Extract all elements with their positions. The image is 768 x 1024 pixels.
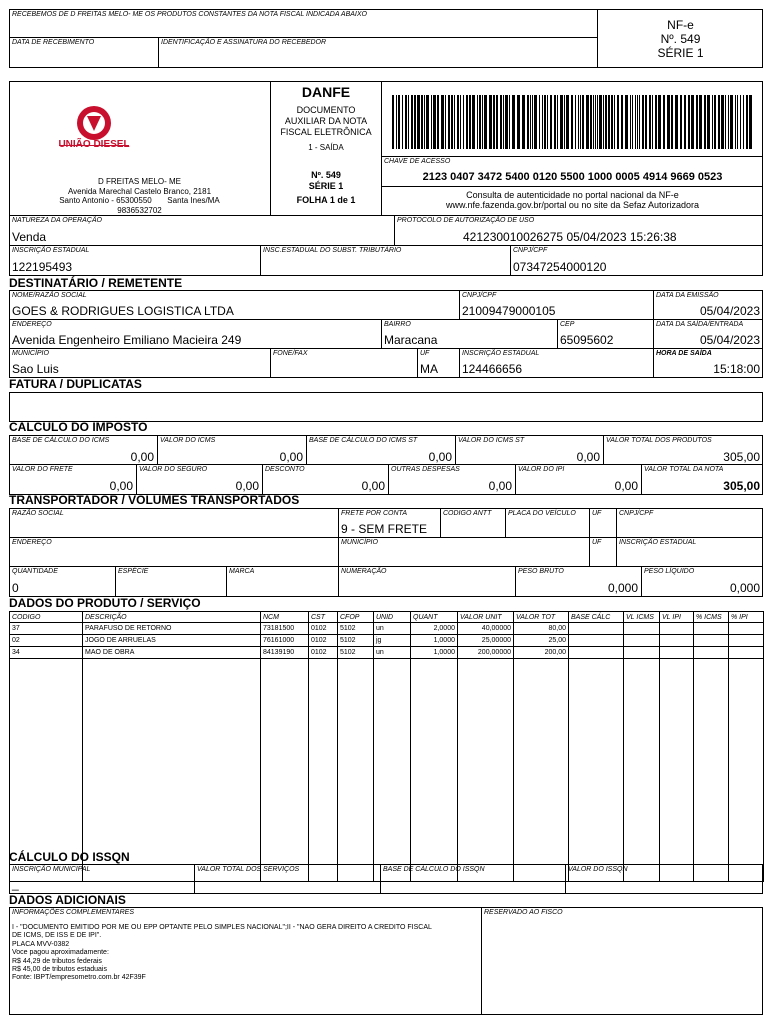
logo-icon <box>54 101 134 161</box>
table-cell: 02 <box>10 635 83 647</box>
ie-value: 122195493 <box>12 260 73 274</box>
table-row <box>10 623 764 635</box>
outras-label: OUTRAS DESPESAS <box>391 466 460 473</box>
desconto-value: 0,00 <box>361 479 385 493</box>
identificacao-label: IDENTIFICAÇÃO E ASSINATURA DO RECEBEDOR <box>161 39 327 46</box>
transp-especie-label: ESPÉCIE <box>118 568 149 575</box>
v-st-value: 0,00 <box>576 450 600 464</box>
table-cell: 5102 <box>338 623 374 635</box>
transp-frete-value: 9 - SEM FRETE <box>341 522 428 536</box>
chave-consulta <box>382 190 763 211</box>
dest-bairro-label: BAIRRO <box>384 321 411 328</box>
table-cell: 34 <box>10 647 83 659</box>
table-cell <box>660 623 694 635</box>
v-st-label: VALOR DO ICMS ST <box>458 437 525 444</box>
emitente-logo <box>54 101 134 161</box>
transp-marca-label: MARCA <box>229 568 255 575</box>
protocolo-label: PROTOCOLO DE AUTORIZAÇÃO DE USO <box>397 217 535 224</box>
table-cell <box>729 647 764 659</box>
transp-peso-liquido-value: 0,000 <box>729 581 760 595</box>
table-cell: 2,0000 <box>411 623 458 635</box>
table-cell: PARAFUSO DE RETORNO <box>83 623 261 635</box>
table-cell: 200,00 <box>514 647 569 659</box>
transp-municipio-label: MUNICÍPIO <box>341 539 378 546</box>
table-cell: 37 <box>10 623 83 635</box>
barcode <box>392 95 754 149</box>
col-vl-ipi: VL IPI <box>660 612 694 623</box>
transp-uf-label: UF <box>592 510 602 517</box>
table-cell <box>569 635 624 647</box>
danfe-subtitle-3: FISCAL ELETRÔNICA <box>280 126 372 137</box>
table-cell <box>660 647 694 659</box>
bc-st-value: 0,00 <box>428 450 452 464</box>
emitente-endereco: Avenida Marechal Castelo Branco, 2181 <box>67 186 212 196</box>
table-cell: 73181500 <box>261 623 309 635</box>
col-base-calc: BASE CÁLC <box>569 612 624 623</box>
col-vl-icms: VL ICMS <box>624 612 660 623</box>
v-prod-value: 305,00 <box>723 450 760 464</box>
table-cell: 1,0000 <box>411 635 458 647</box>
consulta-2: www.nfe.fazenda.gov.br/portal ou no site da Sefaz Autorizadora <box>446 200 699 211</box>
issqn-section: CÁLCULO DO ISSQN <box>9 850 130 864</box>
dest-cep-label: CEP <box>560 321 575 328</box>
col-codigo: CODIGO <box>10 612 83 623</box>
transp-cnpj-label: CNPJ/CPF <box>619 510 654 517</box>
table-cell: 0102 <box>309 623 338 635</box>
info-line: Fonte: IBPT/empresometro.com.br 42F39F <box>12 974 146 982</box>
produtos-table <box>9 611 764 882</box>
table-cell <box>660 635 694 647</box>
table-cell <box>624 623 660 635</box>
emitente-info <box>12 177 267 215</box>
dest-hora-label: HORA DE SAÍDA <box>656 350 712 357</box>
info-line: R$ 44,29 de tributos federais <box>12 957 102 965</box>
table-cell: 25,00 <box>514 635 569 647</box>
transp-uf2-label: UF <box>592 539 602 546</box>
emitente-cidade-uf: Santa Ines/MA <box>167 196 220 206</box>
transp-frete-label: FRETE POR CONTA <box>341 510 407 517</box>
table-cell: 0102 <box>309 647 338 659</box>
col-valor-tot: VALOR TOT <box>514 612 569 623</box>
table-cell <box>729 623 764 635</box>
canhoto-nfe-label: NF-e <box>667 18 694 32</box>
total-label: VALOR TOTAL DA NOTA <box>644 466 724 473</box>
total-value: 305,00 <box>723 479 760 493</box>
canhoto-numero: Nº. 549 <box>660 31 701 46</box>
seguro-value: 0,00 <box>235 479 259 493</box>
table-cell <box>569 623 624 635</box>
ie-st-label: INSC.ESTADUAL DO SUBST. TRIBUTÁRIO <box>263 247 402 254</box>
issqn-v-label: VALOR DO ISSQN <box>568 866 628 873</box>
dest-nome-label: NOME/RAZÃO SOCIAL <box>12 292 87 299</box>
table-cell: 200,00000 <box>458 647 514 659</box>
ie-label: INSCRIÇÃO ESTADUAL <box>12 247 90 254</box>
ipi-value: 0,00 <box>614 479 638 493</box>
table-cell <box>624 635 660 647</box>
transp-antt-label: CODIGO ANTT <box>443 510 492 517</box>
v-icms-value: 0,00 <box>279 450 303 464</box>
fatura-section: FATURA / DUPLICATAS <box>9 377 142 391</box>
dest-saida-value: 05/04/2023 <box>699 333 760 347</box>
col-quant: QUANT <box>411 612 458 623</box>
emitente-telefone: 9836532702 <box>117 205 162 215</box>
transp-peso-bruto-label: PESO BRUTO <box>518 568 564 575</box>
issqn-vs-label: VALOR TOTAL DOS SERVIÇOS <box>197 866 300 873</box>
danfe-block <box>271 84 381 207</box>
dest-fone-label: FONE/FAX <box>273 350 308 357</box>
emit-cnpj-value: 07347254000120 <box>513 260 607 274</box>
outras-value: 0,00 <box>488 479 512 493</box>
produtos-section: DADOS DO PRODUTO / SERVIÇO <box>9 596 201 610</box>
danfe-folha: FOLHA 1 de 1 <box>296 195 356 206</box>
col-descricao: DESCRIÇÃO <box>83 612 261 623</box>
table-cell: 5102 <box>338 635 374 647</box>
issqn-bc-label: BASE DE CÁLCULO DO ISSQN <box>383 866 485 873</box>
dest-uf-value: MA <box>420 362 438 376</box>
danfe-subtitle-1: DOCUMENTO <box>296 105 356 116</box>
table-cell: 0102 <box>309 635 338 647</box>
dest-ie-label: INSCRIÇÃO ESTADUAL <box>462 350 540 357</box>
table-cell <box>694 647 729 659</box>
dest-municipio-label: MUNICÍPIO <box>12 350 49 357</box>
table-cell <box>694 635 729 647</box>
transp-peso-liquido-label: PESO LÍQUIDO <box>644 568 695 575</box>
table-cell: 40,00000 <box>458 623 514 635</box>
danfe-subtitle-2: AUXILIAR DA NOTA <box>284 115 368 126</box>
table-cell: 25,00000 <box>458 635 514 647</box>
dest-saida-label: DATA DA SAÍDA/ENTRADA <box>656 321 744 328</box>
col-pct-ipi: % IPI <box>729 612 764 623</box>
info-line: DE ICMS, DE ISS E DE IPI". <box>12 932 102 940</box>
natureza-value: Venda <box>12 230 47 244</box>
table-cell: 80,00 <box>514 623 569 635</box>
desconto-label: DESCONTO <box>265 466 305 473</box>
dest-hora-value: 15:18:00 <box>713 362 760 376</box>
logo-text: UNIÃO DIESEL <box>58 139 130 150</box>
danfe-numero: Nº. 549 <box>311 169 341 180</box>
transp-placa-label: PLACA DO VEÍCULO <box>508 510 576 517</box>
col-valor-unit: VALOR UNIT <box>458 612 514 623</box>
bc-st-label: BASE DE CÁLCULO DO ICMS ST <box>309 437 418 444</box>
fatura-box <box>9 392 763 422</box>
transp-razao-label: RAZÃO SOCIAL <box>12 510 64 517</box>
info-line: Voce pagou aproximadamente: <box>12 949 109 957</box>
natureza-label: NATUREZA DA OPERAÇÃO <box>12 217 102 224</box>
bc-icms-value: 0,00 <box>130 450 154 464</box>
transp-ie-label: INSCRIÇÃO ESTADUAL <box>619 539 697 546</box>
v-icms-label: VALOR DO ICMS <box>160 437 216 444</box>
info-line: PLACA MVV-0382 <box>12 940 70 948</box>
emit-cnpj-label: CNPJ/CPF <box>513 247 548 254</box>
dest-emissao-label: DATA DA EMISSÃO <box>656 292 719 299</box>
transp-qtd-value: 0 <box>12 581 19 595</box>
table-cell <box>694 623 729 635</box>
col-unid: UNID <box>374 612 411 623</box>
ipi-label: VALOR DO IPI <box>518 466 565 473</box>
table-cell: 5102 <box>338 647 374 659</box>
canhoto-nfe <box>598 19 763 60</box>
issqn-im-label: INSCRIÇÃO MUNICIPAL <box>12 866 91 873</box>
table-cell: un <box>374 647 411 659</box>
table-row <box>10 647 764 659</box>
info-line: R$ 45,00 de tributos estaduais <box>12 965 107 973</box>
frete-value: 0,00 <box>109 479 133 493</box>
table-row <box>10 635 764 647</box>
info-label: INFORMAÇÕES COMPLEMENTARES <box>12 909 134 916</box>
dest-bairro-value: Maracana <box>384 333 438 347</box>
dest-emissao-value: 05/04/2023 <box>699 304 760 318</box>
table-cell: un <box>374 623 411 635</box>
v-prod-label: VALOR TOTAL DOS PRODUTOS <box>606 437 712 444</box>
canhoto-recebemos: RECEBEMOS DE D FREITAS MELO- ME OS PRODUTOS CONSTANTES DA NOTA FISCAL INDICADA ABAIXO <box>12 11 367 18</box>
emitente-cidade <box>12 196 267 206</box>
fisco-label: RESERVADO AO FISCO <box>484 909 563 916</box>
consulta-1: Consulta de autenticidade no portal nacional da NF-e <box>466 190 679 200</box>
info-text <box>12 924 432 983</box>
dest-municipio-value: Sao Luis <box>12 362 59 376</box>
dest-uf-label: UF <box>420 350 430 357</box>
col-pct-icms: % ICMS <box>694 612 729 623</box>
info-line: I - "DOCUMENTO EMITIDO POR ME OU EPP OPTANTE PELO SIMPLES NACIONAL";II - "NAO GERA DIREITO A CREDITO FISCAL <box>12 924 432 931</box>
danfe-tipo: 1 - SAÍDA <box>308 143 344 153</box>
emitente-bairro-cep: Santo Antonio - 65300550 <box>59 196 152 206</box>
table-cell <box>569 647 624 659</box>
protocolo-value: 421230010026275 05/04/2023 15:26:38 <box>463 230 677 244</box>
col-ncm: NCM <box>261 612 309 623</box>
adicionais-section: DADOS ADICIONAIS <box>9 893 126 907</box>
col-cst: CST <box>309 612 338 623</box>
col-cfop: CFOP <box>338 612 374 623</box>
dest-endereco-value: Avenida Engenheiro Emiliano Macieira 249 <box>12 333 242 347</box>
canhoto-serie: SÉRIE 1 <box>657 45 704 60</box>
danfe-title: DANFE <box>301 84 351 100</box>
transp-numeracao-label: NUMERAÇÃO <box>341 568 387 575</box>
dest-cep-value: 65095602 <box>560 333 614 347</box>
dest-endereco-label: ENDEREÇO <box>12 321 52 328</box>
transportador-section: TRANSPORTADOR / VOLUMES TRANSPORTADOS <box>9 493 300 507</box>
transp-endereco-label: ENDEREÇO <box>12 539 52 546</box>
destinatario-section: DESTINATÁRIO / REMETENTE <box>9 276 183 290</box>
table-cell: 1,0000 <box>411 647 458 659</box>
emitente-nome: D FREITAS MELO- ME <box>98 177 181 186</box>
dest-cnpj-label: CNPJ/CPF <box>462 292 497 299</box>
data-recebimento-label: DATA DE RECEBIMENTO <box>12 39 95 46</box>
chave-value: 2123 0407 3472 5400 0120 5500 1000 0005 4914 9669 0523 <box>422 171 723 183</box>
transp-qtd-label: QUANTIDADE <box>12 568 58 575</box>
bc-icms-label: BASE DE CÁLCULO DO ICMS <box>12 437 110 444</box>
table-cell: MAO DE OBRA <box>83 647 261 659</box>
chave-label: CHAVE DE ACESSO <box>384 158 451 165</box>
table-cell <box>624 647 660 659</box>
dest-cnpj-value: 21009479000105 <box>462 304 556 318</box>
issqn-im-value: _ <box>12 877 19 891</box>
table-cell: 84139190 <box>261 647 309 659</box>
table-cell <box>729 635 764 647</box>
dest-ie-value: 124466656 <box>462 362 523 376</box>
table-filler <box>10 659 764 882</box>
imposto-section: CALCULO DO IMPOSTO <box>9 420 148 434</box>
table-cell: JOGO DE ARRUELAS <box>83 635 261 647</box>
table-cell: 76161000 <box>261 635 309 647</box>
dest-nome-value: GOES & RODRIGUES LOGISTICA LTDA <box>12 304 234 318</box>
table-cell: jg <box>374 635 411 647</box>
produtos-header-row <box>10 612 764 623</box>
transp-peso-bruto-value: 0,000 <box>607 581 638 595</box>
frete-label: VALOR DO FRETE <box>12 466 73 473</box>
seguro-label: VALOR DO SEGURO <box>139 466 208 473</box>
danfe-serie: SÉRIE 1 <box>308 181 344 192</box>
